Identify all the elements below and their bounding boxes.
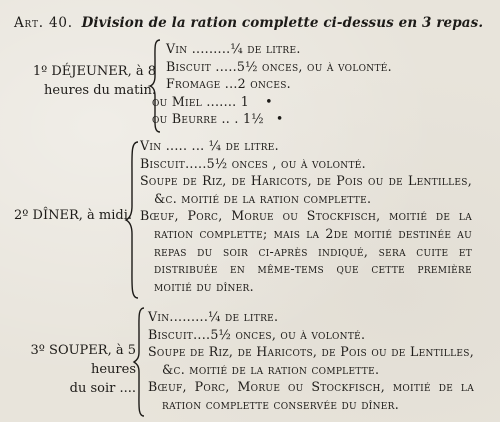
list-item: Vin.........¼ de litre. — [148, 309, 279, 324]
list-item: Bœuf, Porc, Morue ou Stockfisch, moitié de la ration complette conservée du dîner. — [148, 379, 474, 412]
brace-icon — [132, 306, 148, 418]
meal-label-line1: 2º DÎNER, à midi. — [14, 208, 132, 223]
list-item: ou Miel ....... 1 • — [152, 93, 273, 109]
list-item: ou Beurre .. . 1½ • — [152, 111, 284, 127]
meal-items — [148, 308, 474, 414]
meal-label — [4, 206, 132, 225]
list-item: Soupe de Riz, de Haricots, de Pois ou de Lentilles, &c. moitié de la ration complette. — [148, 344, 474, 377]
list-item: Biscuit.....5½ onces , ou à volonté. — [140, 155, 366, 171]
article-heading — [14, 14, 492, 32]
meal-label-line1: 3º SOUPER, à 5 heures — [30, 343, 136, 377]
list-item: Soupe de Riz, de Haricots, de Pois ou de Lentilles, &c. moitié de la ration complette. — [140, 173, 472, 206]
list-item: Bœuf, Porc, Morue ou Stockfisch, moitié de la ration complette; mais la 2de moitié destinée au repas du soir ci-après indiqué, sera cuite et distribuée en même-tems que cette première moitié du dîner. — [140, 208, 473, 294]
article-number: Art. 40. — [14, 15, 73, 31]
list-item: Fromage ...2 onces. — [166, 76, 291, 92]
list-item: Vin ..... ... ¼ de litre. — [140, 138, 279, 153]
meal-label-line2: heures du matin. — [44, 83, 156, 98]
meal-items — [152, 40, 482, 128]
list-item: Biscuit .....5½ onces, ou à volonté. — [166, 58, 392, 74]
meal-label — [4, 341, 136, 398]
list-item: Vin .........¼ de litre. — [166, 41, 301, 56]
meal-label-line2: du soir .... — [69, 381, 136, 396]
meal-label — [4, 62, 156, 100]
meal-items — [140, 137, 472, 295]
meal-label-line1: 1º DÉJEUNER, à 8 — [32, 64, 156, 79]
article-title: Division de la ration complette ci-dessus en 3 repas. — [81, 15, 484, 31]
list-item: Biscuit....5½ onces, ou à volonté. — [148, 326, 366, 342]
